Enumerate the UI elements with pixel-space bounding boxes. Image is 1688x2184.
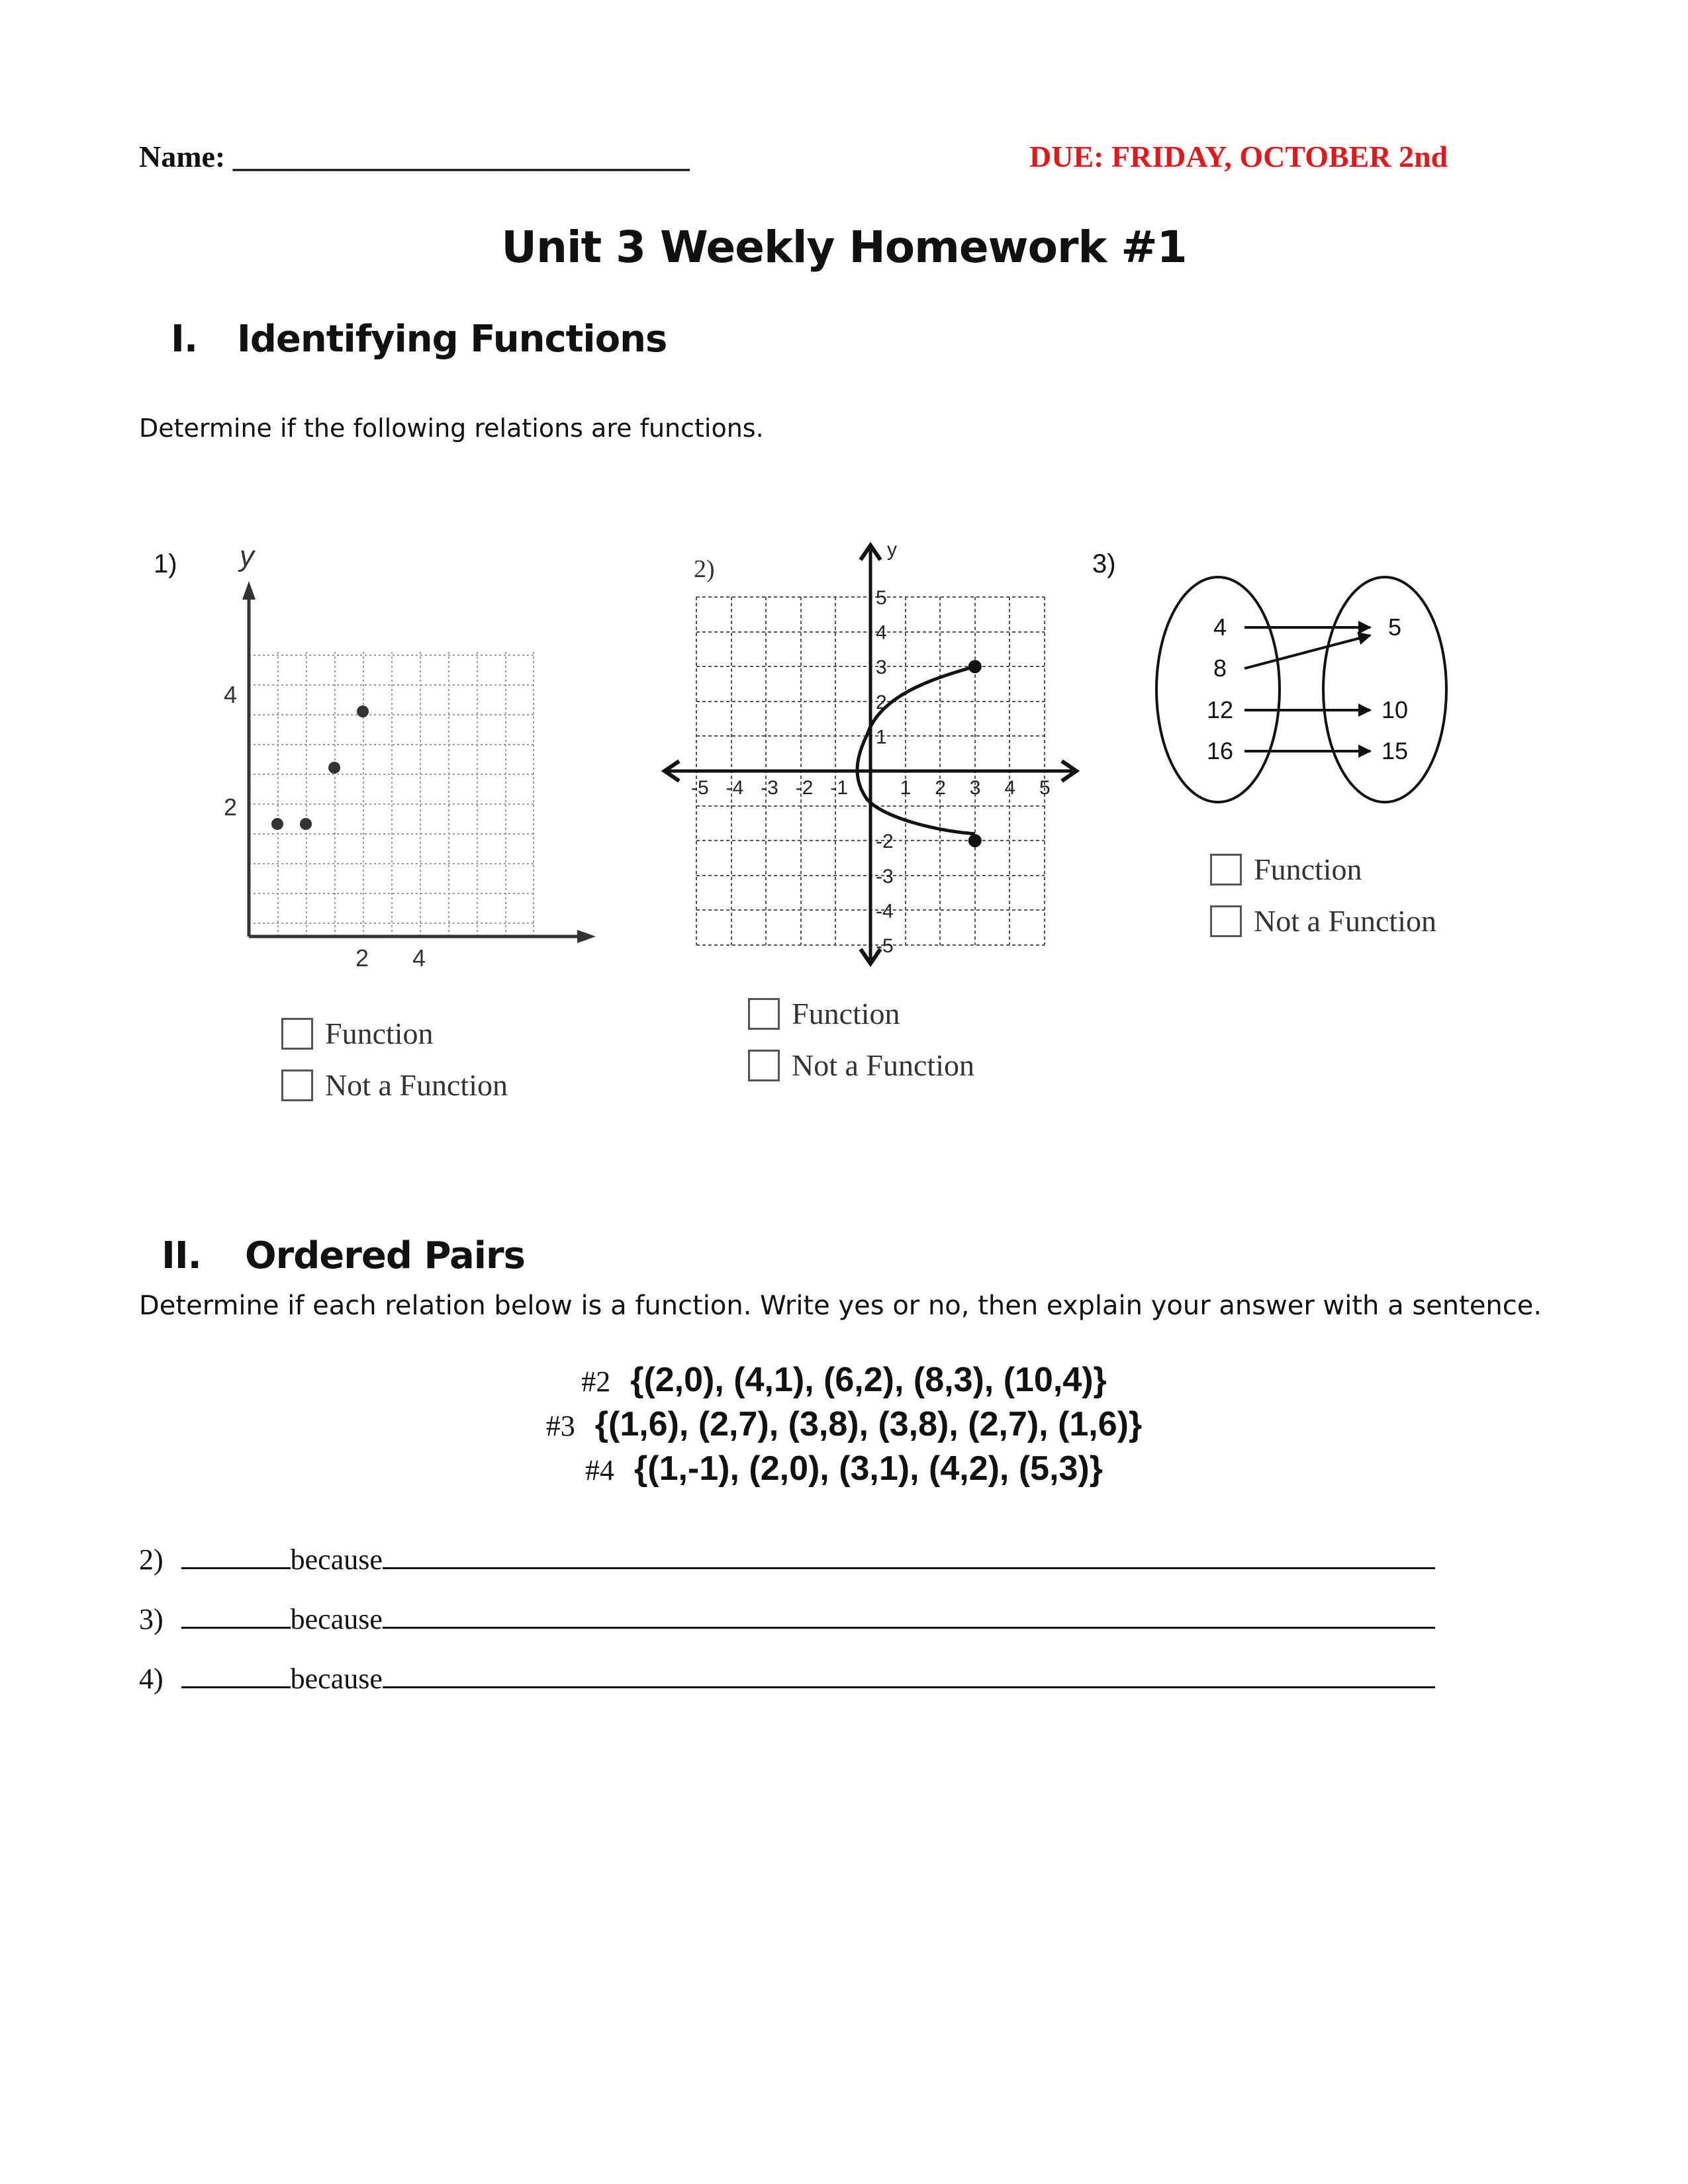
because-label: because [290,1662,383,1695]
domain-value: 4 [1213,614,1227,641]
x-tick-label: 4 [412,944,426,966]
y-tick-label: 4 [876,621,887,644]
y-tick-label: 2 [876,691,887,713]
y-tick-label: 2 [224,794,238,821]
relation-set-4 [0,1449,1688,1488]
y-tick-label: 5 [876,587,887,609]
y-tick-label: 4 [224,681,238,708]
section-1-instruction: Determine if the following relations are functions. [139,414,764,443]
set-number: #4 [585,1454,615,1486]
problem-2-number: 2) [694,555,715,583]
data-point [357,705,369,717]
curve-endpoint [968,834,982,847]
problem-2-not-function-option[interactable] [748,1048,974,1083]
checkbox[interactable] [748,1050,780,1081]
x-tick-label: -4 [726,777,744,799]
checkbox[interactable] [281,1069,313,1101]
y-tick-label: 3 [876,657,887,679]
domain-oval [1156,577,1280,802]
x-tick-label: -5 [691,777,709,799]
problem-3-mapping-diagram [1152,569,1470,807]
y-tick-label: -3 [876,865,894,887]
set-number: #3 [545,1410,575,1442]
set-value: {(1,-1), (2,0), (3,1), (4,2), (5,3)} [634,1449,1103,1488]
problem-1-function-option[interactable] [281,1016,434,1051]
range-value: 5 [1387,614,1402,641]
y-axis-arrow [242,581,256,600]
section-2-numeral: II. [162,1234,201,1277]
domain-value: 16 [1206,737,1234,764]
x-tick-label: 5 [1039,777,1051,799]
problem-1-not-function-option[interactable] [281,1068,508,1103]
checkbox[interactable] [1210,905,1242,937]
y-axis-label: y [240,540,254,572]
y-tick-label: -4 [876,900,894,923]
y-axis-label: y [887,539,897,561]
problem-1-number: 1) [154,549,177,578]
x-tick-label: -3 [761,777,778,799]
checkbox[interactable] [748,998,780,1030]
curve-endpoint [968,660,982,673]
data-point [328,762,340,774]
name-label: Name: ______________________________ [139,140,690,173]
x-axis-arrow [577,930,596,943]
y-tick-label: -2 [876,831,894,853]
section-2-instruction: Determine if each relation below is a function. Write yes or no, then explain your answer with a sentence. [139,1291,1542,1321]
answer-number: 2) [139,1543,164,1576]
section-2-title: Ordered Pairs [245,1234,525,1277]
option-label: Function [792,997,900,1030]
answer-row-3 [139,1600,1435,1636]
answer-number: 4) [139,1662,164,1695]
page-title: Unit 3 Weekly Homework #1 [501,222,1187,273]
x-tick-label: -2 [795,777,814,799]
x-tick-label: 2 [935,777,946,799]
because-label: because [290,1603,383,1635]
set-value: {(1,6), (2,7), (3,8), (3,8), (2,7), (1,6)} [594,1405,1143,1443]
explanation-blank[interactable] [383,1541,1435,1569]
yes-no-blank[interactable] [181,1660,291,1688]
mapping-arrow [1244,635,1370,668]
grid-lines [249,652,534,936]
domain-value: 8 [1213,655,1227,682]
problem-3-number: 3) [1092,549,1116,578]
y-tick-label: 1 [876,726,887,749]
because-label: because [290,1543,383,1576]
problem-1-scatter-graph [199,536,609,966]
option-label: Not a Function [1254,904,1436,938]
range-oval [1323,577,1446,802]
explanation-blank[interactable] [383,1600,1435,1629]
option-label: Not a Function [792,1048,974,1082]
answer-number: 3) [139,1603,164,1635]
x-tick-label: 4 [1004,777,1016,799]
problem-2-function-option[interactable] [748,996,900,1031]
set-value: {(2,0), (4,1), (6,2), (8,3), (10,4)} [630,1361,1107,1399]
problem-2-coordinate-graph [655,536,1086,973]
range-value: 15 [1381,737,1409,764]
relation-set-2 [0,1360,1688,1400]
x-tick-label: 2 [355,944,369,966]
answer-row-4 [139,1660,1435,1696]
yes-no-blank[interactable] [181,1541,291,1569]
set-number: #2 [581,1365,611,1398]
data-point [300,818,312,830]
option-label: Function [325,1017,434,1050]
answer-row-2 [139,1541,1435,1576]
problem-3-function-option[interactable] [1210,852,1362,887]
option-label: Not a Function [325,1068,508,1102]
section-1-numeral: I. [171,318,198,361]
x-tick-label: -1 [830,777,849,799]
relation-curve [857,666,975,834]
data-point [271,818,283,830]
checkbox[interactable] [281,1018,313,1050]
y-tick-label: -5 [876,935,894,957]
problem-3-not-function-option[interactable] [1210,903,1436,938]
due-date: DUE: FRIDAY, OCTOBER 2nd [1029,140,1448,173]
relation-set-3 [0,1404,1688,1444]
section-1-title: Identifying Functions [237,318,667,361]
x-tick-label: 1 [900,777,912,799]
x-tick-label: 3 [969,777,981,799]
domain-value: 12 [1206,696,1234,723]
range-value: 10 [1381,696,1409,723]
option-label: Function [1254,852,1362,886]
yes-no-blank[interactable] [181,1600,291,1629]
checkbox[interactable] [1210,854,1242,886]
explanation-blank[interactable] [383,1660,1435,1688]
